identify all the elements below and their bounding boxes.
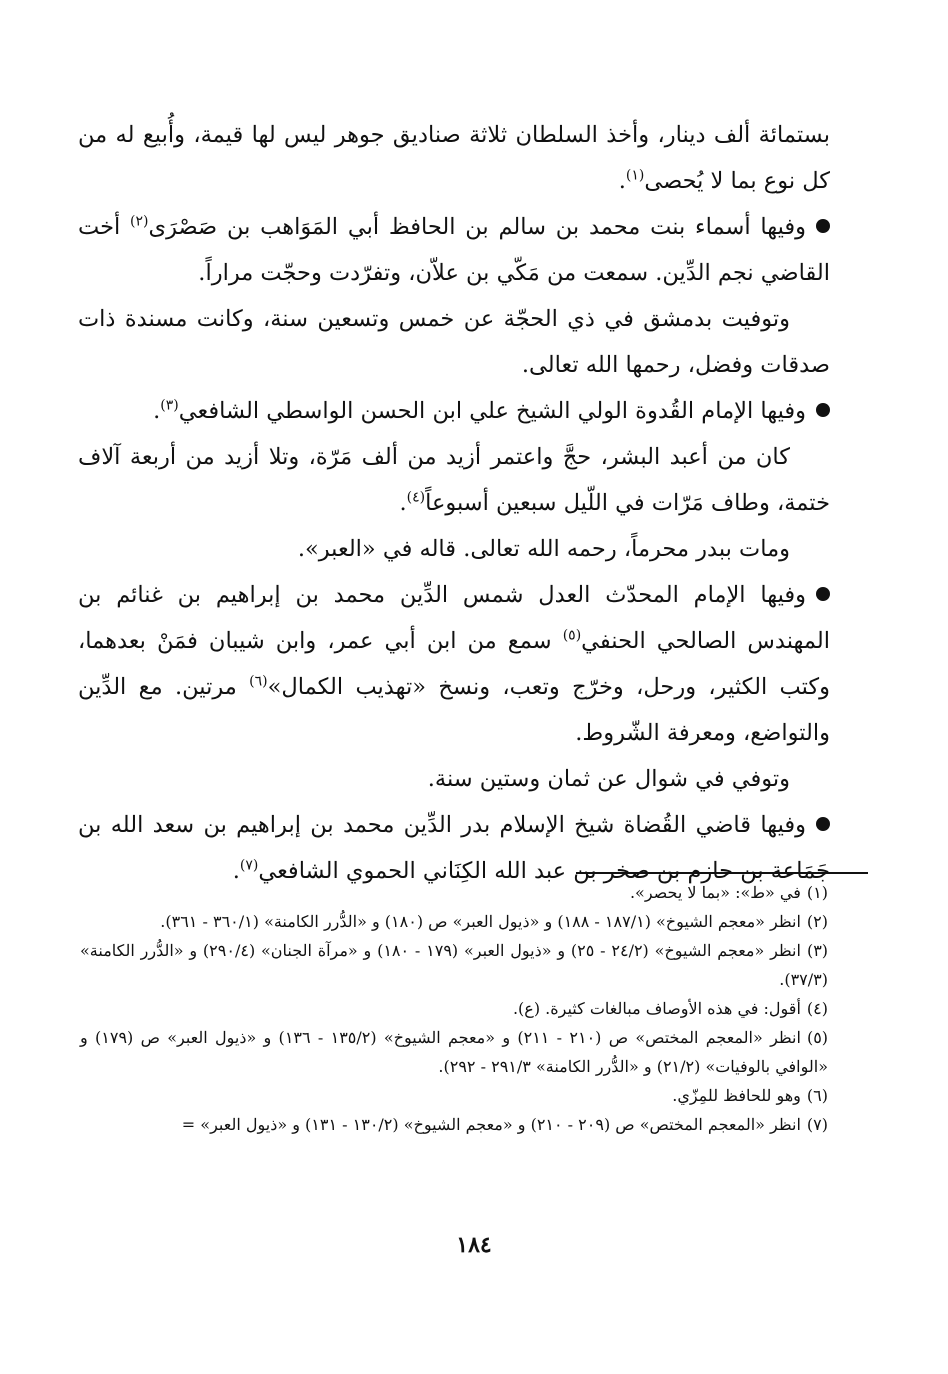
- footnote-5: [80, 1023, 832, 1081]
- bullet-icon: [816, 219, 830, 233]
- footnote-text: انظر «معجم الشيوخ» (٢٤/٢ - ٢٥) و «ذيول العبر» (١٧٩ - ١٨٠) و «مرآة الجنان» (٢٩٠/٤) و «الدُّرر الكامنة» (٣٧/٣).: [80, 941, 828, 989]
- paragraph-4-end: .: [153, 398, 161, 424]
- footnotes: [80, 878, 832, 1139]
- footnote-number: (٤): [806, 999, 828, 1018]
- paragraph-2-text: وفيها أسماء بنت محمد بن سالم بن الحافظ أبي المَوَاهب بن صَصْرَى: [148, 214, 807, 240]
- footnote-ref-1: (١): [625, 167, 645, 184]
- bullet-icon: [816, 817, 830, 831]
- paragraph-5-end: .: [399, 490, 407, 516]
- paragraph-5: [78, 434, 830, 526]
- footnote-1: [80, 878, 832, 907]
- footnote-ref-5: (٥): [562, 627, 582, 644]
- paragraph-5-text: كان من أعبد البشر، حجَّ واعتمر أزيد من ألف مَرّة، وتلا أزيد من أربعة آلاف ختمة، وطاف مَرّات في اللّيل سبعين أسبوعاً: [78, 444, 830, 516]
- paragraph-2: [78, 204, 830, 296]
- footnote-text: انظر «المعجم المختص» ص (٢١٠ - ٢١١) و «معجم الشيوخ» (١٣٥/٢ - ١٣٦) و «ذيول العبر» ص (١٧٩) و «الوافي بالوفيات» (٢١/٢) و «الدُّرر الكامنة» ٢٩١/٣ - ٢٩٢).: [80, 1028, 828, 1076]
- footnote-number: (٦): [806, 1086, 828, 1105]
- footnote-text: انظر «المعجم المختص» ص (٢٠٩ - ٢١٠) و «معجم الشيوخ» (١٣٠/٢ - ١٣١) و «ذيول العبر» =: [181, 1115, 801, 1134]
- paragraph-8-text: وتوفي في شوال عن ثمان وستين سنة.: [427, 766, 790, 792]
- paragraph-1-end: .: [618, 168, 626, 194]
- footnote-4: [80, 994, 832, 1023]
- footnote-7: [80, 1110, 832, 1139]
- paragraph-7: [78, 572, 830, 756]
- footnote-number: (٧): [806, 1115, 828, 1134]
- footnote-text: انظر «معجم الشيوخ» (١٨٧/١ - ١٨٨) و «ذيول العبر» ص (١٨٠) و «الدُّرر الكامنة» (٣٦٠/١ - ٣٦١).: [160, 912, 801, 931]
- page-number: ١٨٤: [456, 1232, 492, 1258]
- footnote-3: [80, 936, 832, 994]
- footnote-2: [80, 907, 832, 936]
- paragraph-2-end: أخت القاضي نجم الدِّين. سمعت من مَكّي بن علاّن، وتفرّدت وحجّت مراراً.: [78, 214, 830, 286]
- paragraph-3-text: وتوفيت بدمشق في ذي الحجّة عن خمس وتسعين سنة، وكانت مسندة ذات صدقات وفضل، رحمها الله تعالى.: [78, 306, 830, 378]
- footnote-text: أقول: في هذه الأوصاف مبالغات كثيرة. (ع).: [512, 999, 801, 1018]
- footnote-number: (٢): [806, 912, 828, 931]
- footnote-ref-6: (٦): [249, 673, 268, 690]
- paragraph-7-text-a: وفيها الإمام المحدّث العدل شمس الدِّين محمد بن إبراهيم بن غنائم بن المهندس الصالحي الحنفي: [78, 582, 830, 654]
- paragraph-8: [78, 756, 830, 802]
- paragraph-1-text: بستمائة ألف دينار، وأخذ السلطان ثلاثة صناديق جوهر ليس لها قيمة، وأُبيع له من كل نوع بما لا يُحصى: [78, 122, 830, 194]
- main-text: [78, 112, 830, 894]
- paragraph-7-text-b: سمع من ابن أبي عمر، وابن شيبان فمَنْ بعدهما، وكتب الكثير، ورحل، وخرّج وتعب، ونسخ «تهذيب الكمال»: [78, 628, 830, 700]
- paragraph-6-text: ومات ببدر محرماً، رحمه الله تعالى. قاله في «العبر».: [297, 536, 790, 562]
- footnote-text: وهو للحافظ للمِزّي.: [672, 1086, 801, 1105]
- footnote-ref-3: (٣): [160, 397, 179, 414]
- footnote-ref-7: (٧): [239, 857, 259, 874]
- bullet-icon: [816, 403, 830, 417]
- paragraph-6: [78, 526, 830, 572]
- paragraph-9-end: .: [232, 858, 240, 884]
- paragraph-1: [78, 112, 830, 204]
- paragraph-9-text: وفيها قاضي القُضاة شيخ الإسلام بدر الدِّين محمد بن إبراهيم بن سعد الله بن جَمَاعة بن حازم بن صخر بن عبد الله الكِنَاني الحموي الشافعي: [78, 812, 830, 884]
- footnote-number: (٣): [806, 941, 829, 960]
- paragraph-3: [78, 296, 830, 388]
- footnote-number: (١): [806, 883, 828, 902]
- paragraph-4: [78, 388, 830, 434]
- footnote-6: [80, 1081, 832, 1110]
- footnote-text: في «ط»: «بما لا يحصر».: [629, 883, 801, 902]
- footnote-separator: [576, 872, 868, 874]
- paragraph-7-text-c: مرتين. مع الدِّين والتواضع، ومعرفة الشّروط.: [78, 674, 830, 746]
- footnote-ref-4: (٤): [406, 489, 426, 506]
- footnote-ref-2: (٢): [130, 213, 149, 230]
- bullet-icon: [816, 587, 830, 601]
- footnote-number: (٥): [806, 1028, 829, 1047]
- paragraph-4-text: وفيها الإمام القُدوة الولي الشيخ علي ابن الحسن الواسطي الشافعي: [178, 398, 806, 424]
